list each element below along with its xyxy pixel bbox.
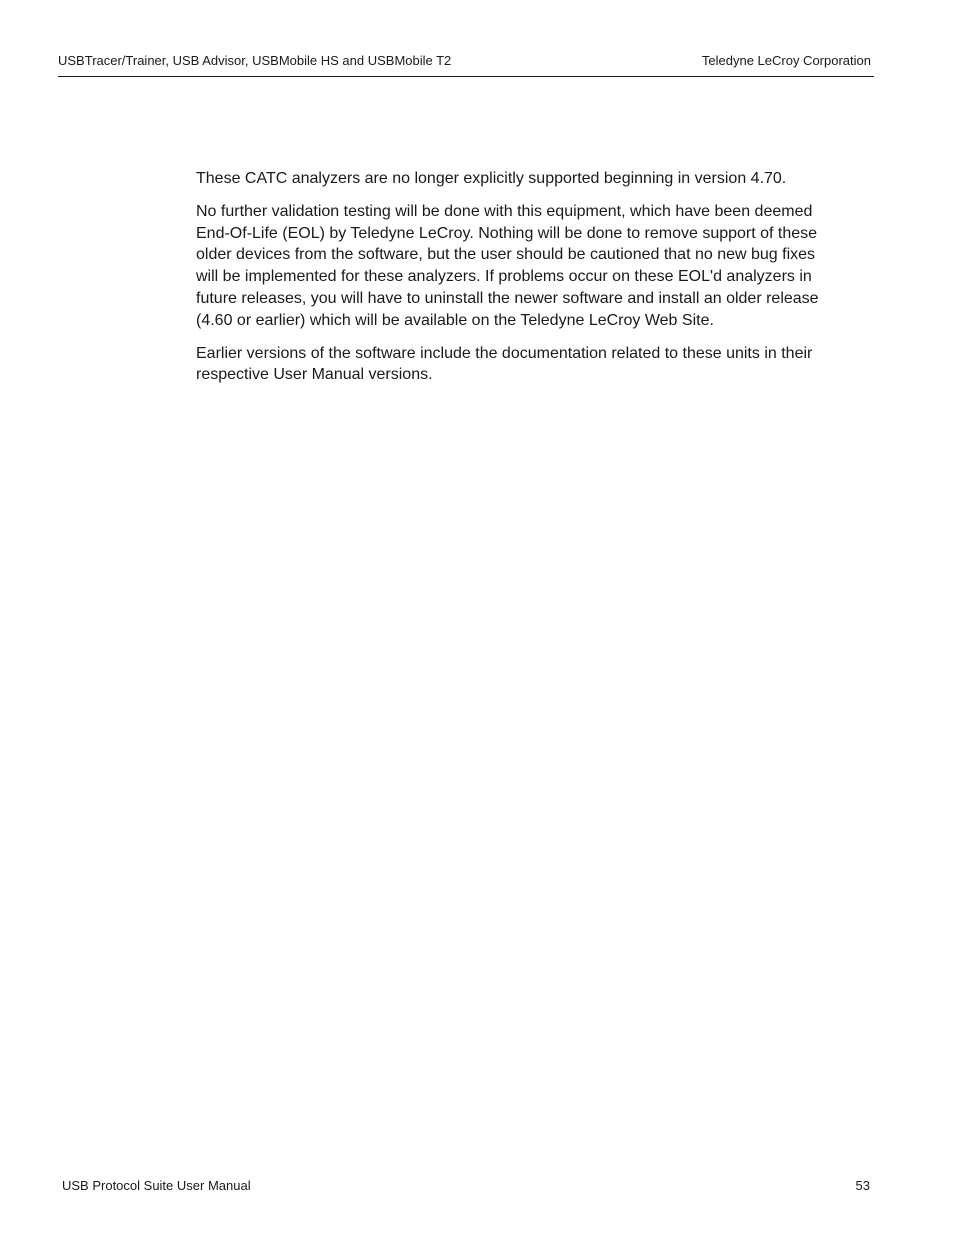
paragraph-support-notice <box>196 168 872 190</box>
page-header <box>58 52 874 77</box>
paragraph-earlier-versions <box>196 343 872 387</box>
paragraph-line: will be implemented for these analyzers. If problems occur on these EOL'd analyzers in <box>196 268 812 286</box>
footer-manual-title: USB Protocol Suite User Manual <box>62 1178 251 1193</box>
main-content <box>196 168 872 397</box>
paragraph-line: End-Of-Life (EOL) by Teledyne LeCroy. Nothing will be done to remove support of these <box>196 224 818 242</box>
paragraph-eol-details <box>196 201 872 332</box>
paragraph-line: older devices from the software, but the user should be cautioned that no new bug fixes <box>196 246 816 264</box>
paragraph-line: Earlier versions of the software include the documentation related to these units in their <box>196 344 813 362</box>
paragraph-line: (4.60 or earlier) which will be available on the Teledyne LeCroy Web Site. <box>196 311 714 329</box>
paragraph-line: No further validation testing will be done with this equipment, which have been deemed <box>196 202 813 220</box>
page-number: 53 <box>855 1178 870 1193</box>
paragraph-line: respective User Manual versions. <box>196 366 433 384</box>
paragraph-line: future releases, you will have to uninstall the newer software and install an older release <box>196 289 819 307</box>
header-company-name: Teledyne LeCroy Corporation <box>701 53 871 68</box>
page-footer <box>62 1177 870 1197</box>
header-document-title: USBTracer/Trainer, USB Advisor, USBMobile HS and USBMobile T2 <box>58 53 452 68</box>
paragraph-line: These CATC analyzers are no longer explicitly supported beginning in version 4.70. <box>196 170 787 187</box>
